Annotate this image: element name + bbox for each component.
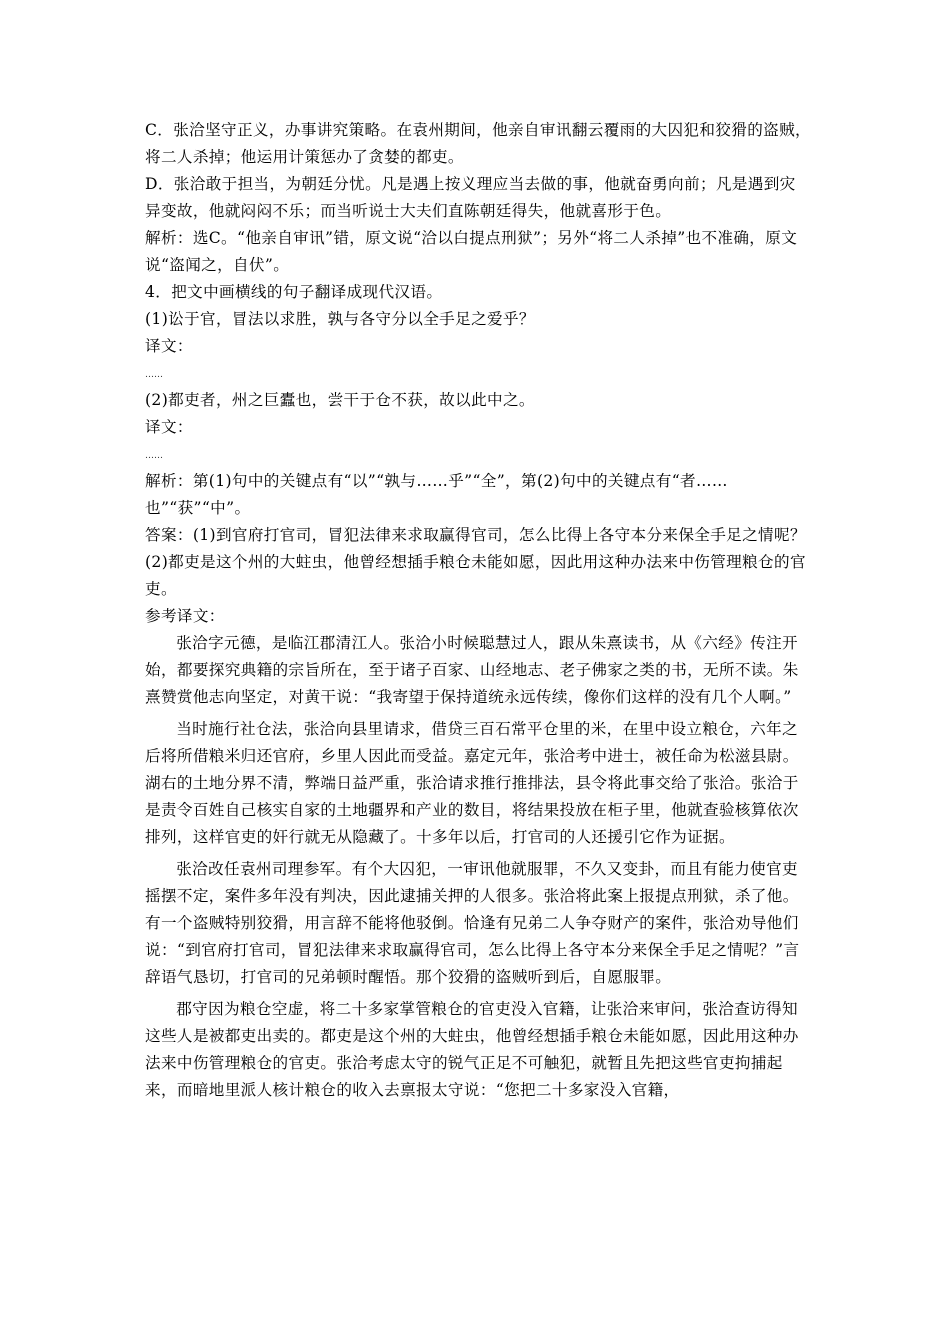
question-4-heading: 4．把文中画横线的句子翻译成现代汉语。 (145, 283, 443, 301)
sentence-1: (1)讼于官，冒法以求胜，孰与各守分以全手足之爱乎？ (145, 310, 535, 328)
reference-paragraph-4: 郡守因为粮仓空虚，将二十多家掌管粮仓的官吏没入官籍，让张洽来审问，张洽查访得知这些人是被都吏出卖的。都吏是这个州的大蛀虫，他曾经想插手粮仓未能如愿，因此用这种办法来中伤管理粮仓的官吏。张洽考虑太守的锐气正足不可触犯，就暂且先把这些官吏拘捕起来，而暗地里派人核计粮仓的收入去禀报太守说：“您把二十多家没入官籍， (145, 1000, 799, 1099)
answer-2: (2)都吏是这个州的大蛀虫，他曾经想插手粮仓未能如愿，因此用这种办法来中伤管理粮仓的官吏。 (145, 553, 806, 598)
translation-label-2: 译文： (145, 418, 193, 436)
reference-translation-label: 参考译文： (145, 607, 225, 625)
reference-paragraph-2: 当时施行社仓法，张洽向县里请求，借贷三百石常平仓里的米，在里中设立粮仓，六年之后将所借粮米归还官府，乡里人因此而受益。嘉定元年，张洽考中进士，被任命为松滋县尉。湖右的土地分界不清，弊端日益严重，张洽请求推行推排法，县令将此事交给了张洽。张洽于是责令百姓自己核实自家的土地疆界和产业的数目，将结果投放在柜子里，他就查验核算依次排列，这样官吏的奸行就无从隐藏了。十多年以后，打官司的人还援引它作为证据。 (145, 720, 799, 846)
document-page (145, 117, 811, 1104)
translation-label-1: 译文： (145, 337, 193, 355)
analysis-q3: 解析：选C。“他亲自审讯”错，原文说“洽以白提点刑狱”；另外“将二人杀掉”也不准确，原文说“盗闻之，自伏”。 (145, 229, 798, 274)
option-d-text: D．张洽敢于担当，为朝廷分忧。凡是遇上按义理应当去做的事，他就奋勇向前；凡是遇到灾异变故，他就闷闷不乐；而当听说士大夫们直陈朝廷得失，他就喜形于色。 (145, 175, 796, 220)
reference-paragraph-1: 张洽字元德，是临江郡清江人。张洽小时候聪慧过人，跟从朱熹读书，从《六经》传注开始，都要探究典籍的宗旨所在，至于诸子百家、山经地志、老子佛家之类的书，无所不读。朱熹赞赏他志向坚定，对黄干说：“我寄望于保持道统永远传续，像你们这样的没有几个人啊。” (145, 634, 799, 706)
answer-1: 答案：(1)到官府打官司，冒犯法律来求取赢得官司，怎么比得上各守本分来保全手足之情呢？ (145, 526, 806, 544)
reference-paragraph-3: 张洽改任袁州司理参军。有个大囚犯，一审讯他就服罪，不久又变卦，而且有能力使官吏摇摆不定，案件多年没有判决，因此逮捕关押的人很多。张洽将此案上报提点刑狱，杀了他。有一个盗贼特别狡猾，用言辞不能将他驳倒。恰逢有兄弟二人争夺财产的案件，张洽劝导他们说：“到官府打官司，冒犯法律来求取赢得官司，怎么比得上各守本分来保全手足之情呢？”言辞语气恳切，打官司的兄弟顿时醒悟。那个狡猾的盗贼听到后，自愿服罪。 (145, 860, 800, 986)
sentence-2: (2)都吏者，州之巨蠹也，尝干于仓不获，故以此中之。 (145, 391, 535, 409)
analysis-q4: 解析：第(1)句中的关键点有“以”“孰与……乎”“全”，第(2)句中的关键点有“者……也”“获”“中”。 (145, 472, 728, 517)
answer-blank-1: …… (145, 370, 163, 380)
option-c-text: C．张洽坚守正义，办事讲究策略。在袁州期间，他亲自审讯翻云覆雨的大囚犯和狡猾的盗贼，将二人杀掉；他运用计策惩办了贪婪的都吏。 (145, 121, 811, 166)
answer-blank-2: …… (145, 451, 163, 461)
